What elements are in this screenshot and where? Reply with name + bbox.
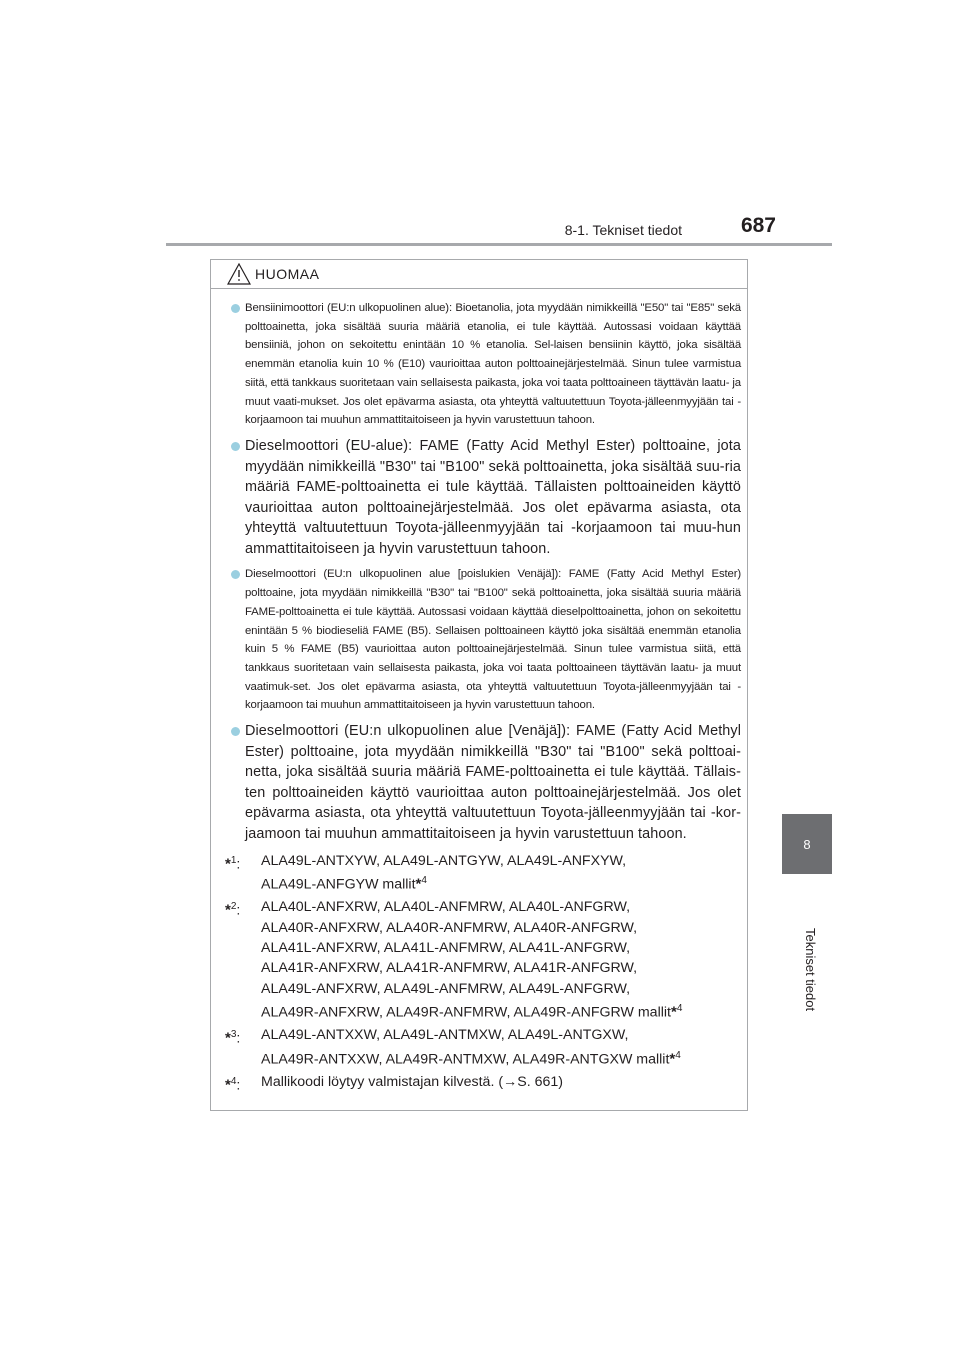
footnote-ref-star: *	[669, 1050, 676, 1068]
footnote-marker: *$^1$:	[225, 854, 241, 873]
footnote-list	[225, 851, 741, 1096]
bullet-item	[231, 565, 741, 715]
footnote-number: 4	[230, 1075, 237, 1087]
bullet-item	[231, 299, 741, 430]
footnote-line	[261, 871, 741, 895]
footnote-marker: *$^2$:	[225, 901, 241, 919]
footnote-number: 1	[230, 854, 237, 866]
notice-box	[210, 259, 748, 1111]
bullet-text: Dieselmoottori (EU:n ulkopuolinen alue [poislukien Venäjä]): FAME (Fatty Acid Methyl Ester) polttoaine, jota myydään nimikkeillä "B30" tai "B100" sekä polttoainetta, joka sisältää suuria määriä FAME-polttoainetta ei tule käyttää. Autossasi voidaan käyttää dieselpolttoainetta, johon on sekoitettu enintään 5 % biodieseliä FAME (B5). Sellaisen polttoaineen käyttö joka sisältää enemmän etanolia kuin 5 % FAME (B5) vaurioittaa auton polttoainejärjestelmää. Sinun tulee varmistua siitä, että tankkaus suoritetaan vain sellaisesta paikasta, joka voi taata polttoaineen täyttävän laatu- ja muut vaatimuk-set. Jos olet epävarma asiasta, ota yhteyttä valtuutettuun Toyota-jälleenmyyjään tai -korjaamoon tai muuhun ammattitaitoiseen ja hyvin varustettuun tahoon.	[245, 568, 741, 712]
bullet-item	[231, 721, 741, 845]
footnote-line	[261, 1025, 741, 1045]
section-title: 8-1. Tekniset tiedot	[564, 222, 682, 238]
footnote-text	[261, 1025, 741, 1070]
footnote-line	[261, 958, 741, 978]
footnote-ref-number[interactable]: 4	[421, 875, 427, 887]
footnote	[225, 1072, 741, 1096]
bullet-dot-icon	[231, 570, 240, 579]
bullet-dot-icon	[231, 727, 240, 736]
chapter-label: Tekniset tiedot	[803, 928, 818, 1012]
footnote-ref-star: *	[415, 875, 422, 893]
footnote	[225, 851, 741, 896]
footnote-line-text: ALA49L-ANTXYW, ALA49L-ANTGYW, ALA49L-ANFXYW,	[261, 852, 627, 869]
footnote-ref-star: *	[670, 1003, 677, 1021]
footnote-line	[261, 999, 741, 1023]
header-divider	[166, 243, 832, 246]
bullet-item	[231, 436, 741, 560]
footnote-star: *	[225, 1076, 231, 1094]
footnote-marker: *$^3$:	[225, 1029, 241, 1048]
footnote-line	[261, 979, 741, 999]
footnote	[225, 1025, 741, 1070]
footnote-line-text: ALA41R-ANFXRW, ALA41R-ANFMRW, ALA41R-ANFGRW,	[261, 960, 638, 977]
footnote-ref-number[interactable]: 4	[676, 1003, 683, 1015]
notice-title: HUOMAA	[255, 266, 320, 282]
footnote-marker: *$^4$:	[225, 1075, 241, 1094]
footnote-line-text: ALA40R-ANFXRW, ALA40R-ANFMRW, ALA40R-ANFGRW,	[261, 919, 638, 936]
bullet-dot-icon	[231, 304, 240, 313]
footnote-line-text: ALA49R-ANFXRW, ALA49R-ANFMRW, ALA49R-ANFGRW mallit	[261, 1004, 671, 1021]
footnote-line	[261, 918, 741, 938]
bullet-dot-icon	[231, 442, 240, 451]
bullet-text: Dieselmoottori (EU:n ulkopuolinen alue [Venäjä]): FAME (Fatty Acid Methyl Ester) polttoaine, jota myydään nimikkeillä "B30" tai "B100" sekä polttoai-netta, joka sisältää suuria määriä FAME-polttoainetta ei tule käyttää. Tällais-ten polttoaineiden käyttö vaurioittaa auton polttoainejärjestelmää. Jos olet epävarma asiasta, ota yhteyttä valtuutettuun Toyota-jälleenmyyjään tai -kor-jaamoon tai muuhun ammattitaitoiseen ja hyvin varustettuun tahoon.	[245, 723, 741, 843]
footnote-line-text: ALA49R-ANTXXW, ALA49R-ANTMXW, ALA49R-ANTGXW mallit	[261, 1051, 670, 1068]
footnote-line-text: Mallikoodi löytyy valmistajan kilvestä. (→S. 661)	[261, 1073, 563, 1090]
footnote-line-text: ALA49L-ANFGYW mallit	[261, 876, 416, 893]
bullet-list	[231, 299, 741, 845]
footnote-line-text: ALA41L-ANFXRW, ALA41L-ANFMRW, ALA41L-ANFGRW,	[261, 940, 631, 957]
footnote-line-text: ALA49L-ANFXRW, ALA49L-ANFMRW, ALA49L-ANFGRW,	[261, 980, 631, 997]
chapter-number: 8	[803, 836, 811, 852]
chapter-tab[interactable]	[782, 814, 832, 874]
footnote-line	[261, 897, 741, 917]
page-number: 687	[740, 214, 776, 237]
bullet-text: Dieselmoottori (EU-alue): FAME (Fatty Acid Methyl Ester) polttoaine, jota myydään nimikkeillä "B30" tai "B100" sekä polttoainetta, joka sisältää suu-ria määriä FAME-polttoainetta ei tule käyttää. Tällaisten polttoaineiden käyttö vaurioittaa auton polttoainejärjestelmää. Jos olet epävarma asiasta, ota yhteyttä valtuutettuun Toyota-jälleenmyyjään tai -korjaamoon tai muu-hun ammattitaitoiseen ja hyvin varustettuun tahoon.	[245, 437, 741, 557]
footnote-line-text: ALA49L-ANTXXW, ALA49L-ANTMXW, ALA49L-ANTGXW,	[261, 1027, 629, 1044]
footnote-star: *	[225, 855, 231, 873]
footnote-text	[261, 1072, 741, 1096]
bullet-text: Bensiinimoottori (EU:n ulkopuolinen alue): Bioetanolia, jota myydään nimikkeillä "E50" tai "E85" sekä polttoainetta, joka sisältää suuria määriä etanolia, ei tule käyttää. Autossasi voidaan käyttää bensiiniä, johon on sekoitettu enintään 10 % etanolia. Sel-laisen bensiinin käyttö, joka sisältää enemmän etanolia kuin 10 % (E10) vaurioittaa auton polttoainejärjestelmää. Sinun tulee varmistua siitä, että tankkaus suoritetaan vain sellaisesta paikasta, joka voi taata polttoaineen täyttävän laatu- ja muut vaati-mukset. Jos olet epävarma asiasta, ota yhteyttä valtuutettuun Toyota-jälleenmyyjään tai -korjaamoon tai muuhun ammattitaitoiseen ja hyvin varustettuun tahoon.	[245, 302, 741, 427]
footnote-line-text: ALA40L-ANFXRW, ALA40L-ANFMRW, ALA40L-ANFGRW,	[261, 899, 631, 916]
footnote-text	[261, 897, 741, 1023]
notice-header	[211, 260, 747, 289]
footnote-number: 2	[230, 901, 237, 913]
notice-body	[211, 289, 747, 1096]
footnote-line	[261, 938, 741, 958]
footnote	[225, 897, 741, 1023]
footnote-star: *	[225, 901, 231, 919]
footnote-text	[261, 851, 741, 896]
footnote-line	[261, 851, 741, 871]
footnote-ref-number[interactable]: 4	[675, 1049, 681, 1061]
warning-triangle-icon	[227, 263, 251, 285]
footnote-star: *	[225, 1030, 231, 1048]
footnote-line	[261, 1072, 741, 1092]
footnote-number: 3	[230, 1029, 237, 1041]
footnote-line	[261, 1046, 741, 1070]
